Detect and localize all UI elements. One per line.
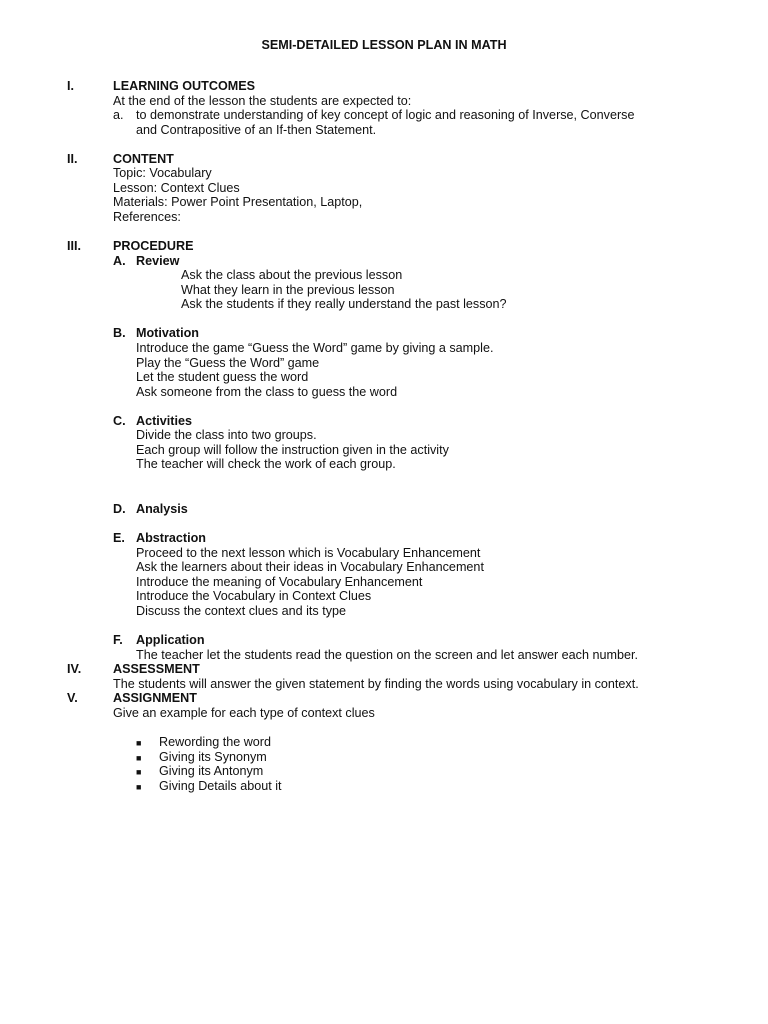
content-materials: Materials: Power Point Presentation, Laptop, (113, 195, 363, 209)
content-references: References: (113, 210, 181, 224)
content-lesson: Lesson: Context Clues (113, 181, 240, 195)
analysis-letter: D. (113, 502, 126, 516)
review-line: Ask the students if they really understand the past lesson? (181, 297, 507, 311)
section-number-content: II. (67, 152, 78, 166)
review-line: What they learn in the previous lesson (181, 283, 395, 297)
activities-letter: C. (113, 414, 126, 428)
section-number-assignment: V. (67, 691, 78, 705)
section-number-outcomes: I. (67, 79, 74, 93)
application-title: Application (136, 633, 205, 647)
activities-line: Each group will follow the instruction given in the activity (136, 443, 449, 457)
analysis-title: Analysis (136, 502, 188, 516)
bullet-square-icon: ■ (136, 738, 142, 748)
abstraction-line: Discuss the context clues and its type (136, 604, 346, 618)
assignment-bullet-item: Rewording the word (159, 735, 272, 749)
activities-title: Activities (136, 414, 192, 428)
assignment-bullet-item: Giving its Synonym (159, 750, 267, 764)
section-heading-assessment: ASSESSMENT (113, 662, 200, 676)
abstraction-line: Ask the learners about their ideas in Vocabulary Enhancement (136, 560, 484, 574)
section-heading-outcomes: LEARNING OUTCOMES (113, 79, 256, 93)
abstraction-line: Proceed to the next lesson which is Vocabulary Enhancement (136, 546, 481, 560)
motivation-line: Introduce the game “Guess the Word” game by giving a sample. (136, 341, 494, 355)
content-topic: Topic: Vocabulary (113, 166, 212, 180)
motivation-letter: B. (113, 326, 126, 340)
section-heading-procedure: PROCEDURE (113, 239, 194, 253)
bullet-square-icon: ■ (136, 767, 142, 777)
abstraction-line: Introduce the Vocabulary in Context Clues (136, 589, 372, 603)
review-line: Ask the class about the previous lesson (181, 268, 403, 282)
bullet-square-icon: ■ (136, 782, 142, 792)
assignment-text: Give an example for each type of context clues (113, 706, 375, 720)
motivation-title: Motivation (136, 326, 199, 340)
activities-line: Divide the class into two groups. (136, 428, 317, 442)
section-number-assessment: IV. (67, 662, 82, 676)
abstraction-letter: E. (113, 531, 125, 545)
activities-line: The teacher will check the work of each group. (136, 457, 396, 471)
motivation-line: Ask someone from the class to guess the word (136, 385, 398, 399)
review-title: Review (136, 254, 180, 268)
document-title: SEMI-DETAILED LESSON PLAN IN MATH (261, 38, 507, 52)
section-number-procedure: III. (67, 239, 81, 253)
assignment-bullet-item: Giving its Antonym (159, 764, 264, 778)
application-line: The teacher let the students read the question on the screen and let answer each number. (136, 648, 638, 662)
review-letter: A. (113, 254, 126, 268)
motivation-line: Play the “Guess the Word” game (136, 356, 320, 370)
bullet-square-icon: ■ (136, 753, 142, 763)
outcomes-intro: At the end of the lesson the students are expected to: (113, 94, 412, 108)
section-heading-content: CONTENT (113, 152, 174, 166)
outcomes-item-line-2: and Contrapositive of an If-then Statement. (136, 123, 377, 137)
outcomes-item-letter: a. (113, 108, 124, 122)
assignment-bullet-item: Giving Details about it (159, 779, 282, 793)
motivation-line: Let the student guess the word (136, 370, 309, 384)
outcomes-item-line-1: to demonstrate understanding of key concept of logic and reasoning of Inverse, Converse (136, 108, 635, 122)
application-letter: F. (113, 633, 123, 647)
section-heading-assignment: ASSIGNMENT (113, 691, 197, 705)
abstraction-line: Introduce the meaning of Vocabulary Enhancement (136, 575, 423, 589)
assessment-text: The students will answer the given statement by finding the words using vocabulary in context. (113, 677, 639, 691)
abstraction-title: Abstraction (136, 531, 206, 545)
